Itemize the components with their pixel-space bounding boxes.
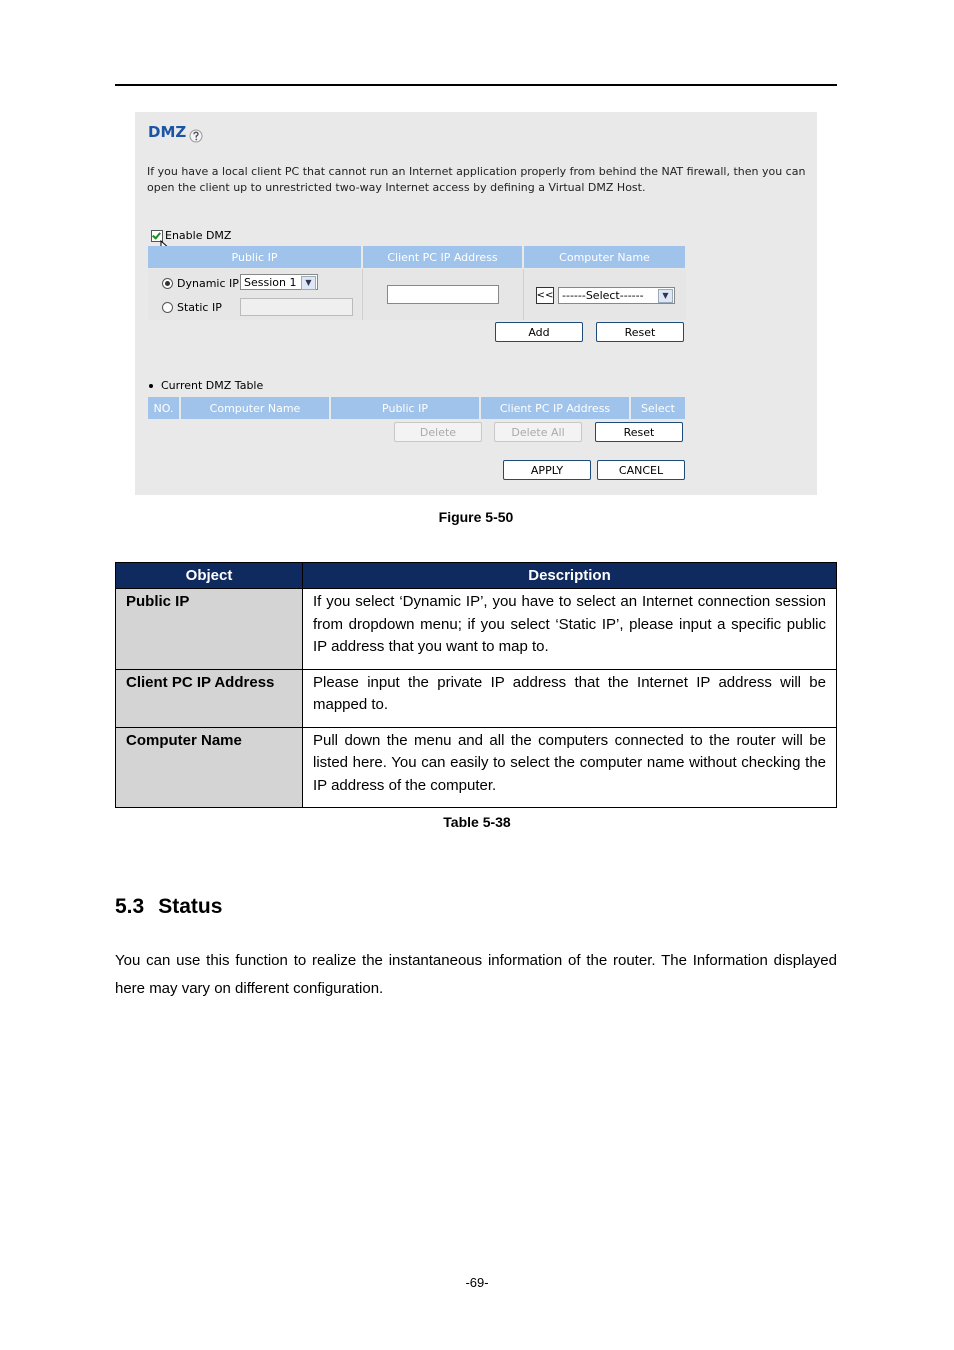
dmz-intro: If you have a local client PC that cannot run an Internet application properly from behind the NAT firewall, then you can open the client up to unrestricted two-way Internet access by defining a Virtual DMZ Host. — [147, 165, 806, 194]
table-header-no: NO. — [148, 397, 179, 419]
current-dmz-table-label: Current DMZ Table — [161, 379, 264, 392]
table-row — [116, 589, 837, 670]
description-cell: If you select ‘Dynamic IP’, you have to select an Internet connection session from dropdown menu; if you select ‘Static IP’, please input a specific public IP address that you want to map to. — [303, 589, 837, 670]
page-number: -69- — [465, 1275, 489, 1290]
description-table — [115, 562, 837, 808]
section-heading — [115, 895, 222, 919]
computer-name-select[interactable] — [558, 287, 675, 304]
table-header-client-pc-ip: Client PC IP Address — [481, 397, 629, 419]
chevron-down-icon: ▼ — [658, 289, 673, 303]
body-paragraph: You can use this function to realize the instantaneous information of the router. The Information displayed here may vary on different configuration. — [115, 952, 837, 997]
table-reset-button[interactable]: Reset — [595, 422, 683, 442]
current-dmz-table-title — [149, 379, 263, 392]
table-header-public-ip: Public IP — [331, 397, 479, 419]
enable-dmz-label: Enable DMZ — [165, 229, 232, 242]
help-icon[interactable] — [189, 129, 203, 143]
chevron-down-icon: ▼ — [301, 276, 316, 290]
dynamic-ip-radio[interactable] — [162, 278, 173, 289]
object-header: Object — [116, 563, 303, 589]
description-cell: Please input the private IP address that the Internet IP address will be mapped to. — [303, 669, 837, 727]
reset-button[interactable]: Reset — [596, 322, 684, 342]
static-ip-label: Static IP — [177, 301, 222, 314]
object-cell: Computer Name — [116, 727, 303, 808]
dynamic-ip-option[interactable] — [162, 277, 239, 290]
header-rule — [115, 84, 837, 86]
section-title: Status — [158, 895, 223, 918]
add-button[interactable]: Add — [495, 322, 583, 342]
static-ip-radio[interactable] — [162, 302, 173, 313]
delete-button[interactable]: Delete — [394, 422, 482, 442]
header-public-ip: Public IP — [148, 246, 361, 268]
bullet-icon — [149, 384, 153, 388]
description-cell: Pull down the menu and all the computers connected to the router will be listed here. You can easily to select the computer name without checking the IP address of the computer. — [303, 727, 837, 808]
computer-select-value: ------Select------ — [562, 289, 644, 302]
object-cell: Public IP — [116, 589, 303, 670]
apply-button[interactable]: APPLY — [503, 460, 591, 480]
session-select[interactable] — [240, 274, 318, 290]
description-header: Description — [303, 563, 837, 589]
dmz-title: DMZ — [148, 123, 187, 141]
header-client-pc-ip: Client PC IP Address — [363, 246, 522, 268]
table-row — [116, 669, 837, 727]
section-number: 5.3 — [115, 895, 145, 918]
copy-computer-button[interactable]: << — [536, 287, 554, 304]
dmz-screenshot — [135, 112, 817, 495]
table-header-row — [116, 563, 837, 589]
static-ip-input[interactable] — [240, 298, 353, 316]
table-header-computer-name: Computer Name — [181, 397, 329, 419]
cancel-button[interactable]: CANCEL — [597, 460, 685, 480]
object-cell: Client PC IP Address — [116, 669, 303, 727]
static-ip-option[interactable] — [162, 301, 222, 314]
table-caption: Table 5-38 — [443, 814, 511, 830]
header-computer-name: Computer Name — [524, 246, 685, 268]
figure-caption: Figure 5-50 — [438, 509, 514, 525]
client-pc-ip-input[interactable] — [387, 285, 499, 304]
session-select-value: Session 1 — [244, 275, 297, 289]
dynamic-ip-label: Dynamic IP — [177, 277, 239, 290]
table-header-select: Select — [631, 397, 685, 419]
delete-all-button[interactable]: Delete All — [494, 422, 582, 442]
table-row — [116, 727, 837, 808]
